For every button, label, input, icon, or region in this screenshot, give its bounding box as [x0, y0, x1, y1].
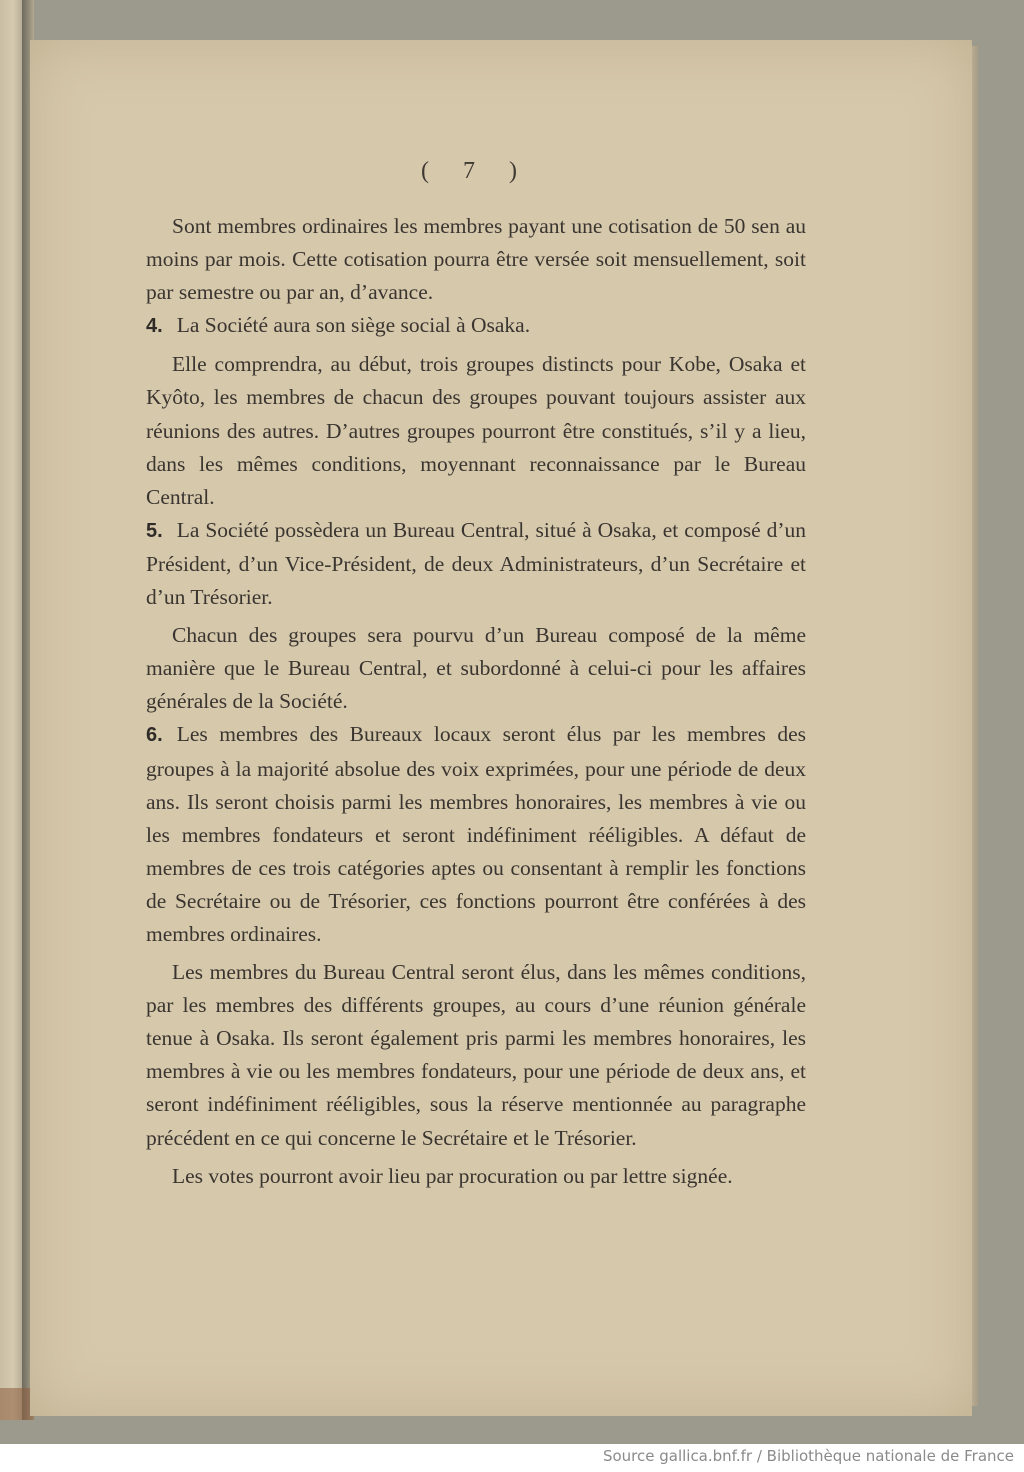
article-number: 5.: [146, 519, 163, 542]
article-number: 4.: [146, 315, 163, 338]
article-number: 6.: [146, 724, 163, 747]
corner-stain: [0, 1388, 34, 1420]
article-4: [146, 309, 806, 343]
paragraph: [146, 348, 806, 513]
paragraph: [146, 210, 806, 309]
facing-page-edge: [0, 0, 22, 1420]
source-credit: Source gallica.bnf.fr / Bibliothèque nationale de France: [602, 1447, 1014, 1465]
paragraph: [146, 1160, 806, 1193]
article-6: [146, 718, 806, 951]
article-5: [146, 514, 806, 614]
paragraph-text: Les membres des Bureaux locaux seront élus par les membres des groupes à la majorité absolue des voix exprimées, pour une période de deux ans. Ils seront choisis parmi les membres honoraires, les membres à vie ou les membres fondateurs et seront indéfiniment rééligibles. A défaut de membres de ces trois catégories aptes ou consentant à remplir les fonctions de Secrétaire ou de Trésorier, ces fonctions pourront être conférées à des membres ordinaires.: [146, 722, 806, 946]
body-text: [146, 210, 806, 1193]
source-footer: [0, 1444, 1024, 1472]
paragraph-text: Chacun des groupes sera pourvu d’un Bureau composé de la même manière que le Bureau Central, et subordonné à celui-ci pour les affaires générales de la Société.: [146, 623, 806, 714]
paragraph-text: La Société aura son siège social à Osaka.: [176, 313, 531, 338]
paragraph-text: Les membres du Bureau Central seront élus, dans les mêmes conditions, par les membres des différents groupes, au cours d’une réunion générale tenue à Osaka. Ils seront également pris parmi les membres honoraires, les membres à vie ou les membres fondateurs, pour une période de deux ans, et seront indéfiniment rééligibles, sous la réserve mentionnée au paragraphe précédent en ce qui concerne le Secrétaire et le Trésorier.: [146, 960, 806, 1150]
paragraph: [146, 619, 806, 718]
paragraph-text: Elle comprendra, au début, trois groupes distincts pour Kobe, Osaka et Kyôto, les membres de chacun des groupes pouvant toujours assister aux réunions des autres. D’autres groupes pourront être constitués, s’il y a lieu, dans les mêmes conditions, moyennant reconnaissance par le Bureau Central.: [146, 352, 806, 509]
page-number: ( 7 ): [421, 158, 531, 184]
paragraph-text: Les votes pourront avoir lieu par procuration ou par lettre signée.: [172, 1163, 733, 1188]
paragraph-text: La Société possèdera un Bureau Central, situé à Osaka, et composé d’un Président, d’un Vice-Président, de deux Administrateurs, d’un Secrétaire et d’un Trésorier.: [146, 517, 806, 610]
paragraph-text: Sont membres ordinaires les membres payant une cotisation de 50 sen au moins par mois. Cette cotisation pourra être versée soit mensuellement, soit par semestre ou par an, d’avance.: [146, 214, 806, 305]
paragraph: [146, 956, 806, 1155]
